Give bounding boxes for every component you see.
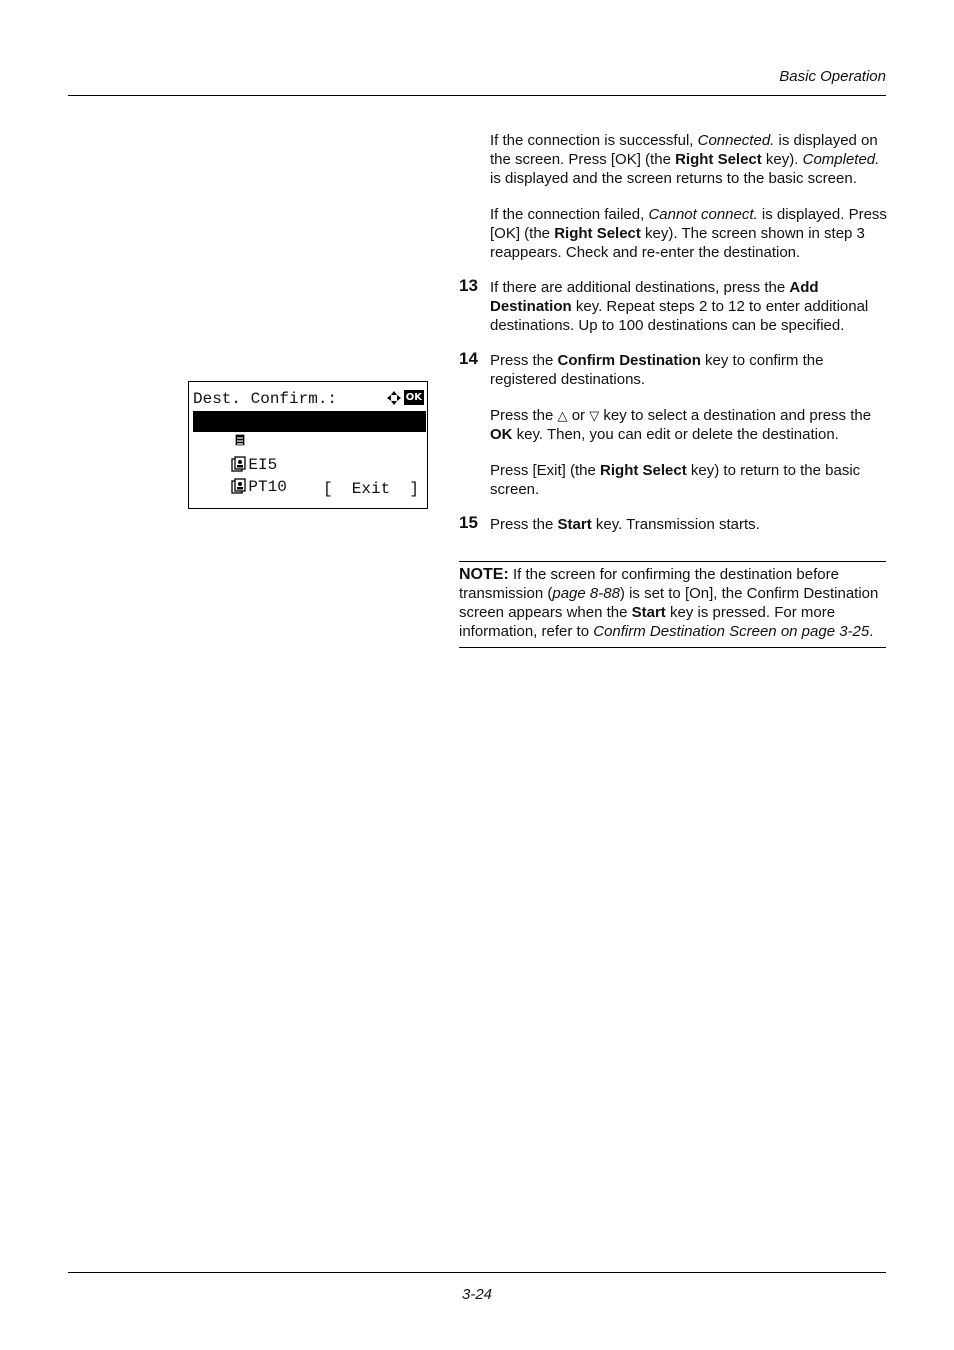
lcd-status-icons <box>386 390 424 406</box>
key-name: Add Destination <box>490 279 819 315</box>
lcd-row[interactable] <box>193 434 278 474</box>
up-arrow-icon: △ <box>557 408 568 423</box>
lcd-selected-row[interactable] <box>193 411 426 451</box>
page-number: 3-24 <box>461 1286 493 1303</box>
text-italic: Connected. <box>697 132 775 149</box>
step-15 <box>459 515 889 534</box>
key-name: Right Select <box>675 151 762 168</box>
text: is displayed on the screen. Press [OK] (the <box>490 132 878 168</box>
step-number: 13 <box>459 276 478 295</box>
key-name: Confirm Destination <box>557 352 701 369</box>
text: is displayed and the screen returns to the basic screen. <box>490 170 857 187</box>
key-name: OK <box>490 426 513 443</box>
key-name: Start <box>631 604 666 621</box>
paragraph-connected <box>459 131 889 188</box>
text: Press [Exit] (the <box>490 462 601 479</box>
text: Press the <box>490 352 558 369</box>
lcd-row-label: EI5 <box>248 456 278 474</box>
text: key. Transmission starts. <box>591 516 760 533</box>
text: Press the <box>490 516 558 533</box>
header-rule <box>68 95 886 96</box>
text-italic: Cannot connect. <box>648 206 758 223</box>
step-number: 15 <box>459 513 478 532</box>
key-name: Right Select <box>554 225 641 242</box>
page-reference[interactable]: page 8-88 <box>552 585 620 602</box>
text: key to confirm the registered destinations. <box>490 352 824 388</box>
text: If the connection failed, <box>490 206 649 223</box>
text: Press the <box>490 407 558 424</box>
instructions <box>459 131 889 648</box>
address-book-icon <box>231 478 247 494</box>
step-13 <box>459 278 889 335</box>
cross-reference-link[interactable]: Confirm Destination Screen on page 3-25 <box>593 623 870 640</box>
lcd-title: Dest. Confirm.: <box>193 390 338 408</box>
four-way-arrow-icon <box>386 390 402 406</box>
text: is displayed. Press [OK] (the <box>490 206 887 242</box>
text: . <box>869 623 874 640</box>
text: If there are additional destinations, press the <box>490 279 790 296</box>
text: key). <box>761 151 803 168</box>
note-label: NOTE: <box>459 566 509 583</box>
text: If the screen for confirming the destination before transmission ( <box>459 566 839 602</box>
text: key to select a destination and press the <box>599 407 872 424</box>
text: key) to return to the basic screen. <box>490 462 861 498</box>
step-14 <box>459 351 889 389</box>
step-number: 14 <box>459 349 478 368</box>
section-title: Basic Operation <box>779 68 886 85</box>
text: ) is set to [On], the Confirm Destination screen appears when the <box>459 585 879 621</box>
lcd-exit-softkey[interactable]: [ Exit ] <box>322 480 419 498</box>
text: key. Then, you can edit or delete the destination. <box>512 426 839 443</box>
text: key is pressed. For more information, refer to <box>459 604 836 640</box>
text-italic: Completed. <box>802 151 880 168</box>
key-name: Right Select <box>600 462 687 479</box>
lcd-screen <box>188 381 428 509</box>
lcd-row-label: PT10 <box>248 478 287 496</box>
paragraph-exit <box>459 461 889 499</box>
down-arrow-icon: ▽ <box>589 408 600 423</box>
ok-icon: OK <box>405 392 422 403</box>
text: If the connection is successful, <box>490 132 698 149</box>
footer-rule <box>68 1272 886 1273</box>
text: or <box>567 407 590 424</box>
text: key). The screen shown in step 3 reappears. Check and re-enter the destination. <box>490 225 865 261</box>
note-box <box>459 561 886 648</box>
paragraph-failed <box>459 205 889 262</box>
key-name: Start <box>557 516 592 533</box>
paragraph-select <box>459 406 889 444</box>
lcd-row[interactable] <box>193 456 287 496</box>
text: key. Repeat steps 2 to 12 to enter additional destinations. Up to 100 destinations can be specified. <box>490 298 869 334</box>
lcd-selected-label: RD Center <box>248 433 335 451</box>
